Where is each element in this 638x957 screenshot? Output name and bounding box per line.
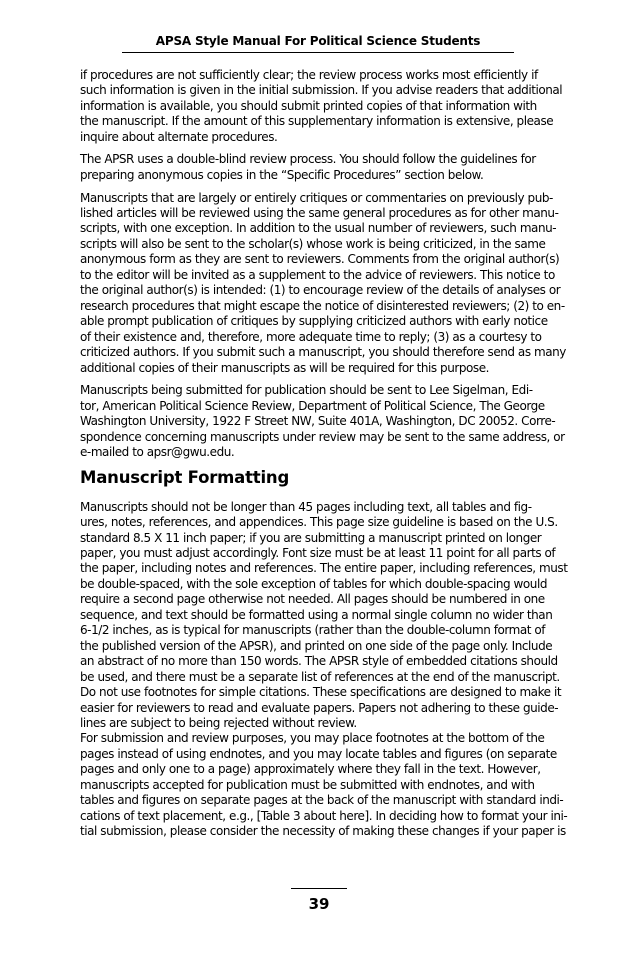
text-line: lines are subject to being rejected without review. [80,715,357,730]
text-line: an abstract of no more than 150 words. The APSR style of embedded citations should [80,654,558,669]
text-line: tial submission, please consider the necessity of making these changes if your paper is [80,824,566,839]
text-line: paper, you must adjust accordingly. Font size must be at least 11 point for all parts of [80,545,556,560]
text-line: criticized authors. If you submit such a manuscript, you should therefore send as many [80,345,566,360]
running-header: APSA Style Manual For Political Science Students [155,34,481,48]
text-line: the manuscript. If the amount of this supplementary information is extensive, please [80,114,554,129]
text-line: Washington University, 1922 F Street NW, Suite 401A, Washington, DC 20052. Corre- [80,414,556,429]
text-line: sequence, and text should be formatted using a normal single column no wider than [80,607,553,622]
page-number: 39 [308,895,330,913]
text-line: to the editor will be invited as a supplement to the advice of reviewers. This notice to [80,267,555,282]
paragraph-double-blind [80,152,560,183]
text-line: scripts, with one exception. In addition to the usual number of reviewers, such manu- [80,221,557,236]
header-rule [122,52,514,53]
text-line: tor, American Political Science Review, Department of Political Science, The George [80,398,545,413]
text-line: Manuscripts that are largely or entirely critiques or commentaries on previously pub- [80,190,553,205]
text-line: spondence concerning manuscripts under review may be sent to the same address, or [80,429,565,444]
text-line: if procedures are not sufficiently clear; the review process works most efficiently if [80,68,538,82]
paragraph-supplementary-info [80,68,563,145]
text-line: easier for reviewers to read and evaluate papers. Papers not adhering to these guide- [80,700,559,715]
text-line: able prompt publication of critiques by supplying criticized authors with early notice [80,314,548,329]
text-line: scripts will also be sent to the scholar(s) whose work is being criticized, in the same [80,236,546,251]
text-line: pages instead of using endnotes, and you may locate tables and figures (on separate [80,746,557,761]
text-line: ures, notes, references, and appendices. This page size guideline is based on the U.S. [80,515,558,530]
text-line: Do not use footnotes for simple citations. These specifications are designed to make it [80,685,562,700]
paragraph-formatting [80,499,568,840]
text-line: be double-spaced, with the sole exception of tables for which double-spacing would [80,576,548,591]
section-heading: Manuscript Formatting [80,467,290,487]
text-line: the published version of the APSR), and printed on one side of the page only. Include [80,638,553,653]
text-line: the original author(s) is intended: (1) to encourage review of the details of analyses or [80,283,561,298]
text-line: research procedures that might escape the notice of disinterested reviewers; (2) to en- [80,298,565,313]
paragraph-submission-address [80,383,565,460]
text-line: Manuscripts being submitted for publication should be sent to Lee Sigelman, Edi- [80,383,533,398]
text-line: e-mailed to apsr@gwu.edu. [80,444,235,459]
text-line: be used, and there must be a separate list of references at the end of the manuscript. [80,669,560,684]
text-line: preparing anonymous copies in the “Specific Procedures” section below. [80,167,484,182]
text-line: the paper, including notes and references. The entire paper, including references, must [80,561,568,576]
footer-rule [291,888,347,889]
text-line: such information is given in the initial submission. If you advise readers that additional [80,83,563,98]
text-line: information is available, you should submit printed copies of that information with [80,98,537,113]
text-line: pages and only one to a page) approximately where they fall in the text. However, [80,762,541,777]
body-text [80,68,568,847]
text-line: of their existence and, therefore, more adequate time to reply; (3) as a courtesy to [80,329,542,344]
text-line: cations of text placement, e.g., [Table 3 about here]. In deciding how to format your ini- [80,808,568,823]
text-line: lished articles will be reviewed using the same general procedures as for other manu- [80,206,559,220]
text-line: tables and figures on separate pages at the back of the manuscript with standard indi- [80,793,564,808]
text-line: additional copies of their manuscripts as will be required for this purpose. [80,360,490,375]
text-line: require a second page otherwise not needed. All pages should be numbered in one [80,592,545,607]
text-line: Manuscripts should not be longer than 45 pages including text, all tables and fig- [80,499,532,514]
paragraph-critiques [80,190,566,376]
text-line: For submission and review purposes, you may place footnotes at the bottom of the [80,731,545,746]
text-line: anonymous form as they are sent to reviewers. Comments from the original author(s) [80,252,560,267]
text-line: 6-1/2 inches, as is typical for manuscripts (rather than the double-column format of [80,623,546,638]
text-line: standard 8.5 X 11 inch paper; if you are submitting a manuscript printed on longer [80,530,542,545]
text-line: The APSR uses a double-blind review process. You should follow the guidelines for [80,152,536,167]
text-line: manuscripts accepted for publication must be submitted with endnotes, and with [80,777,535,792]
text-line: inquire about alternate procedures. [80,129,278,144]
